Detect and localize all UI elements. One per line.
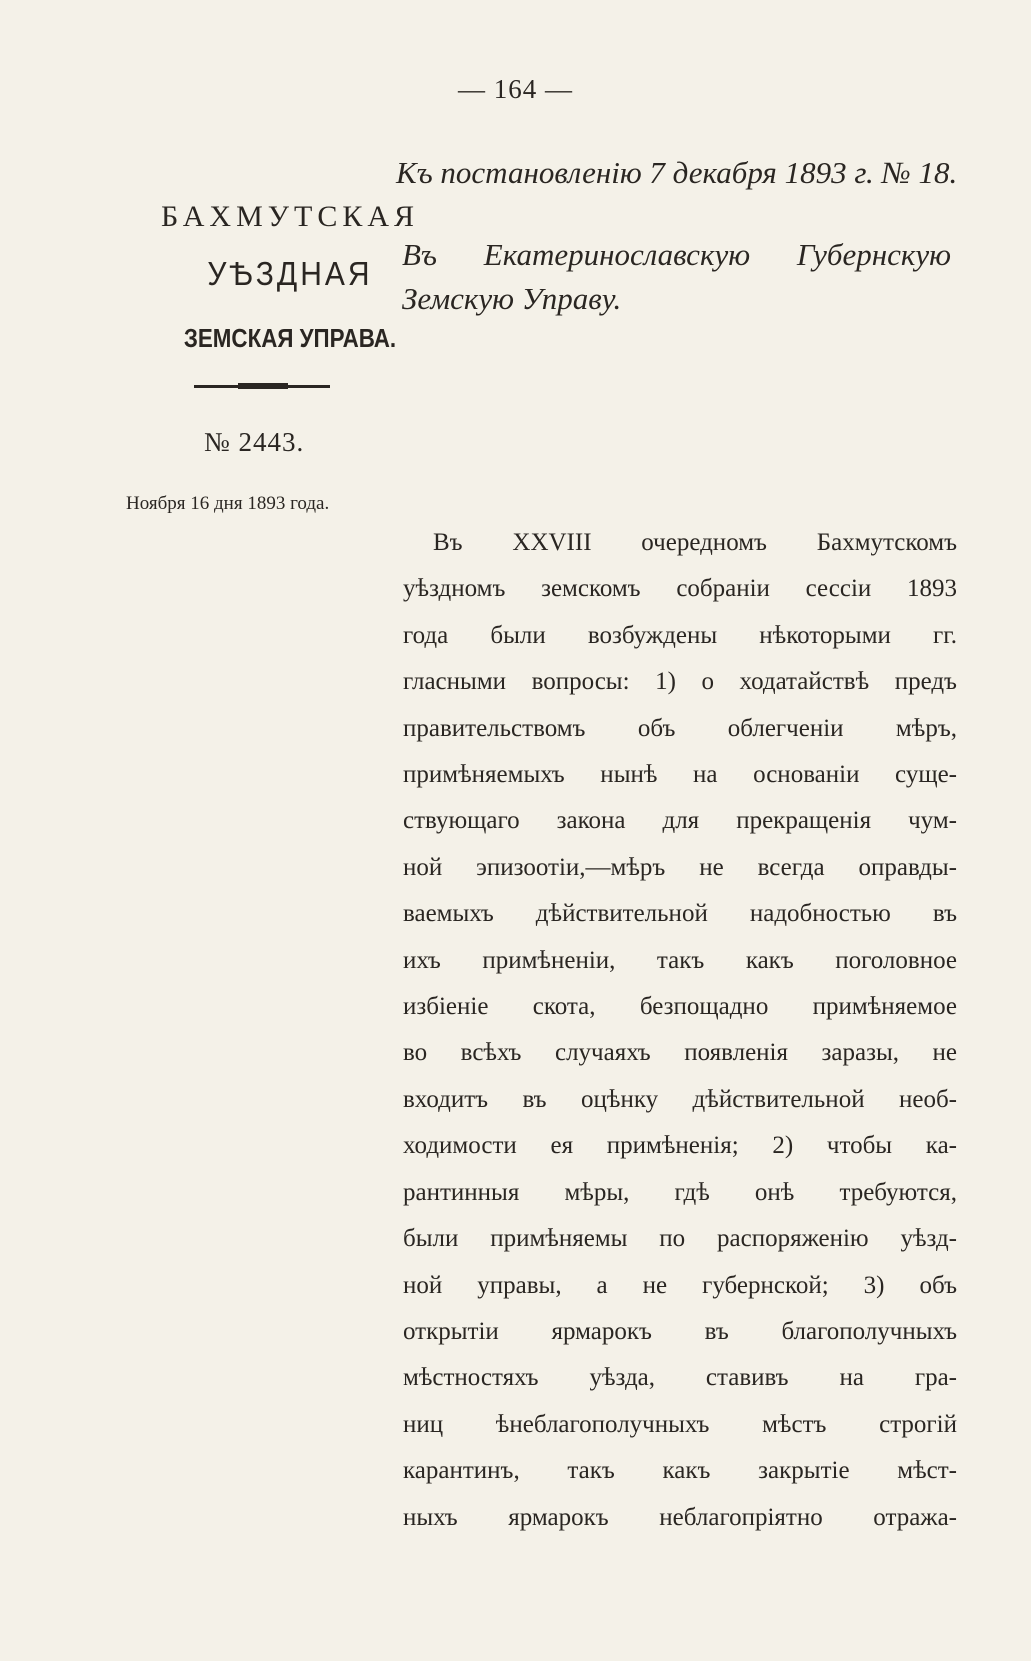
issuer-body: ЗЕМСКАЯ УПРАВА. xyxy=(183,323,397,353)
addressee-line: Земскую Управу. xyxy=(402,281,622,316)
addressee xyxy=(402,233,951,321)
body-line: открытіи ярмарокъ въ благополучныхъ xyxy=(403,1317,957,1345)
body-line: гласными вопросы: 1) о ходатайствѣ предъ xyxy=(403,668,957,696)
body-line: избіеніе скота, безпощадно примѣняемое xyxy=(403,993,957,1021)
body-line: карантинъ, такъ какъ закрытіе мѣст- xyxy=(403,1457,957,1485)
body-line: ниц ѣнеблагополучныхъ мѣстъ строгій xyxy=(403,1410,957,1438)
issuer-name: БАХМУТСКАЯ xyxy=(160,200,420,233)
body-line: правительствомъ объ облегченіи мѣръ, xyxy=(403,714,957,742)
document-date: Ноября 16 дня 1893 года. xyxy=(126,493,330,514)
body-line: ной эпизоотіи,—мѣръ не всегда оправды- xyxy=(403,853,957,881)
document-number: № 2443. xyxy=(204,427,305,457)
body-line: рантинныя мѣры, гдѣ онѣ требуются, xyxy=(403,1178,957,1206)
addressee-line: Въ Екатеринославскую Губернскую xyxy=(402,237,951,272)
body-line: входитъ въ оцѣнку дѣйствительной необ- xyxy=(403,1085,957,1113)
body-line: ствующаго закона для прекращенія чум- xyxy=(403,807,957,835)
body-line: примѣняемыхъ нынѣ на основаніи суще- xyxy=(403,761,957,789)
body-line: во всѣхъ случаяхъ появленія заразы, не xyxy=(403,1039,957,1067)
divider-rule-center xyxy=(238,383,288,389)
body-line: Въ XXVIII очередномъ Бахмутскомъ xyxy=(433,529,957,556)
body-line: ходимости ея примѣненія; 2) чтобы ка- xyxy=(403,1132,957,1160)
body-line: ныхъ ярмарокъ неблагопріятно отража- xyxy=(403,1503,957,1531)
page-number: — 164 — xyxy=(458,74,573,104)
body-line: мѣстностяхъ уѣзда, ставивъ на гра- xyxy=(403,1364,957,1392)
body-line: были примѣняемы по распоряженію уѣзд- xyxy=(403,1225,957,1253)
issuer-type: УѢЗДНАЯ xyxy=(207,255,373,293)
body-text xyxy=(403,520,957,1541)
body-line: ваемыхъ дѣйствительной надобностью въ xyxy=(403,900,957,928)
body-line: уѣздномъ земскомъ собраніи сессіи 1893 xyxy=(403,575,957,603)
body-line: года были возбуждены нѣкоторыми гг. xyxy=(403,621,957,649)
reference-line: Къ постановленію 7 декабря 1893 г. № 18. xyxy=(396,155,958,190)
body-line: ихъ примѣненіи, такъ какъ поголовное xyxy=(403,946,957,974)
body-line: ной управы, а не губернской; 3) объ xyxy=(403,1271,957,1299)
